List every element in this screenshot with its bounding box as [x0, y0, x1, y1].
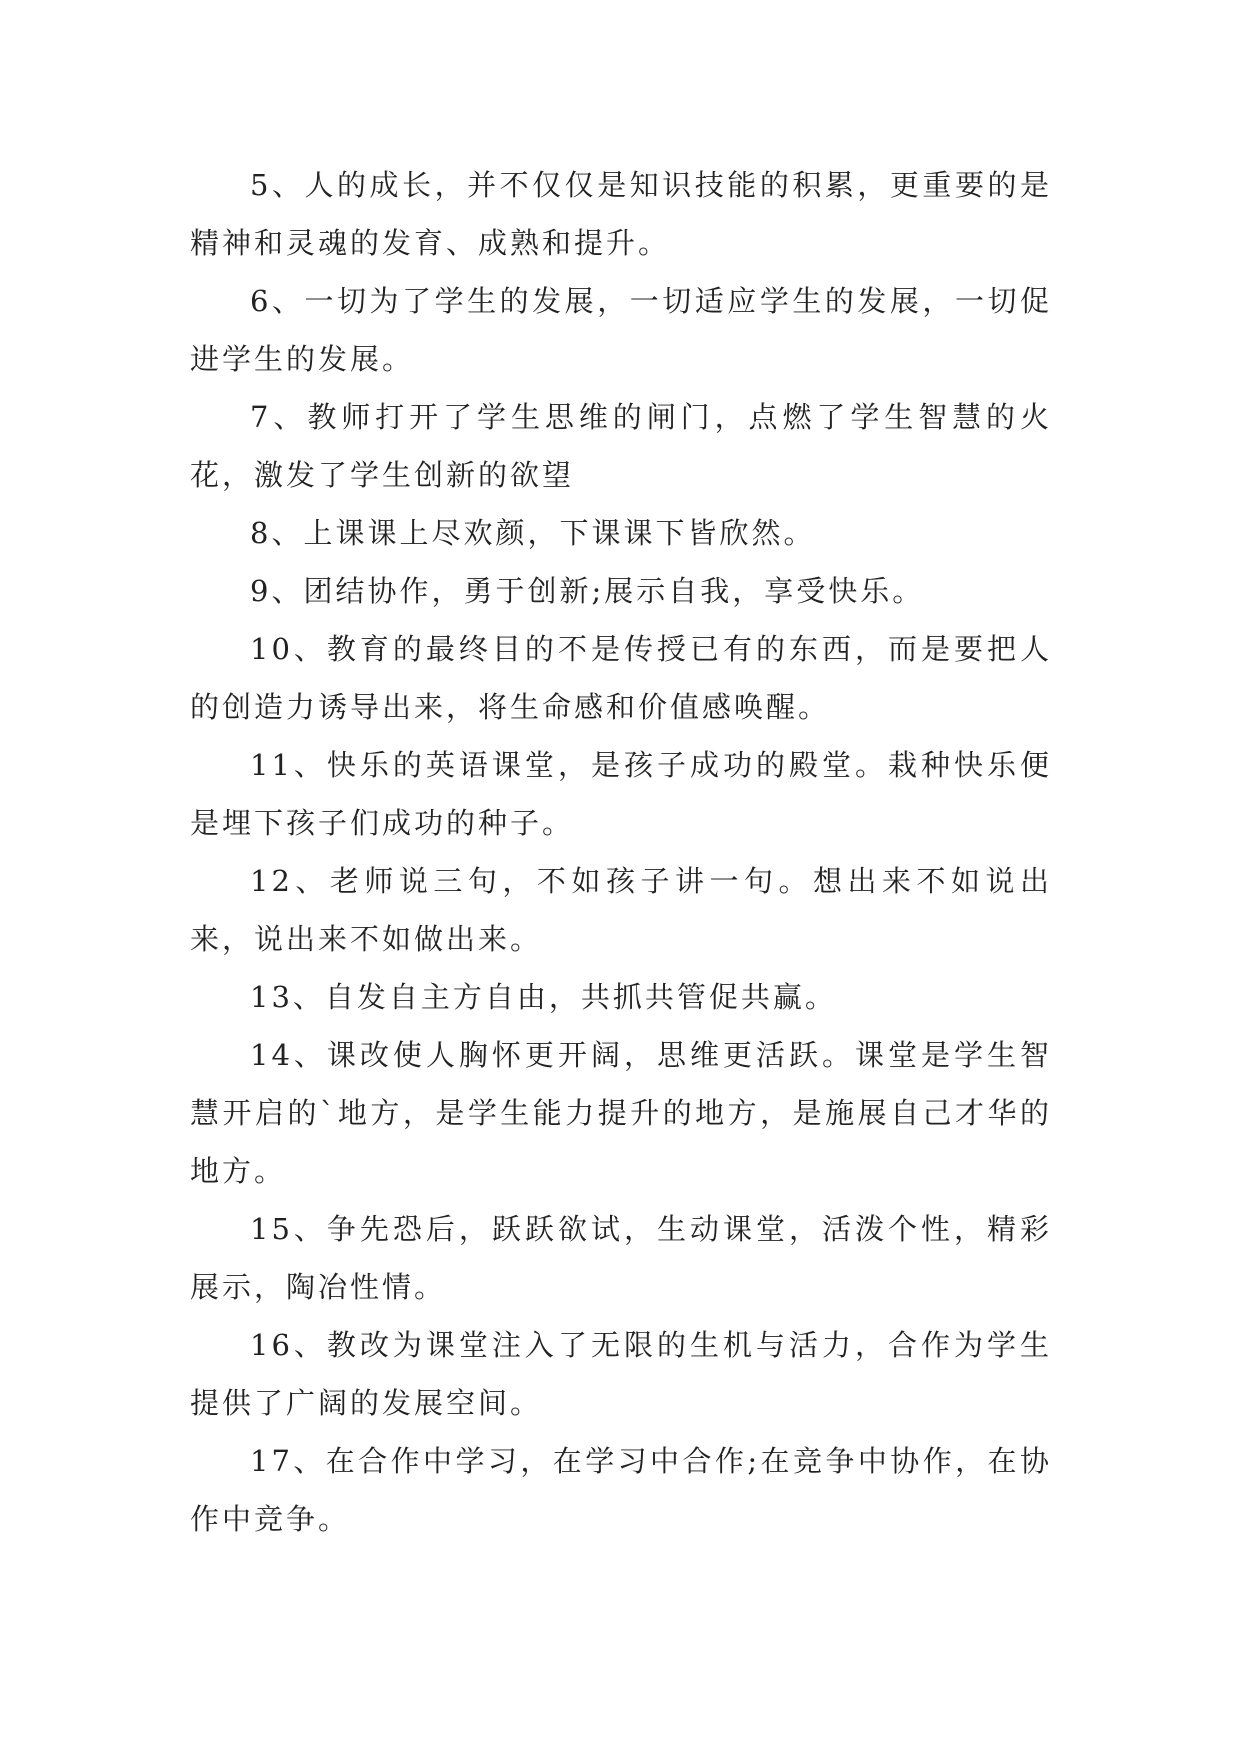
paragraph-8: 8、上课课上尽欢颜，下课课下皆欣然。 [250, 516, 816, 550]
paragraph-17: 17、在合作中学习，在学习中合作;在竞争中协作，在协作中竞争。 [190, 1444, 1052, 1536]
paragraph-15: 15、争先恐后，跃跃欲试，生动课堂，活泼个性，精彩展示，陶冶性情。 [190, 1212, 1052, 1304]
document-body [190, 156, 1052, 1548]
paragraph-6: 6、一切为了学生的发展，一切适应学生的发展，一切促进学生的发展。 [190, 284, 1052, 376]
paragraph-12: 12、老师说三句，不如孩子讲一句。想出来不如说出来，说出来不如做出来。 [190, 864, 1052, 956]
paragraph-9: 9、团结协作，勇于创新;展示自我，享受快乐。 [250, 574, 925, 608]
paragraph-11: 11、快乐的英语课堂，是孩子成功的殿堂。栽种快乐便是埋下孩子们成功的种子。 [190, 748, 1052, 840]
paragraph-10: 10、教育的最终目的不是传授已有的东西，而是要把人的创造力诱导出来，将生命感和价值感唤醒。 [190, 632, 1052, 724]
paragraph-5: 5、人的成长，并不仅仅是知识技能的积累，更重要的是精神和灵魂的发育、成熟和提升。 [190, 168, 1052, 260]
paragraph-7: 7、教师打开了学生思维的闸门，点燃了学生智慧的火花，激发了学生创新的欲望 [190, 400, 1052, 492]
paragraph-16: 16、教改为课堂注入了无限的生机与活力，合作为学生提供了广阔的发展空间。 [190, 1328, 1052, 1420]
paragraph-14: 14、课改使人胸怀更开阔，思维更活跃。课堂是学生智慧开启的`地方，是学生能力提升的地方，是施展自己才华的地方。 [190, 1038, 1052, 1188]
paragraph-13: 13、自发自主方自由，共抓共管促共赢。 [250, 980, 837, 1014]
